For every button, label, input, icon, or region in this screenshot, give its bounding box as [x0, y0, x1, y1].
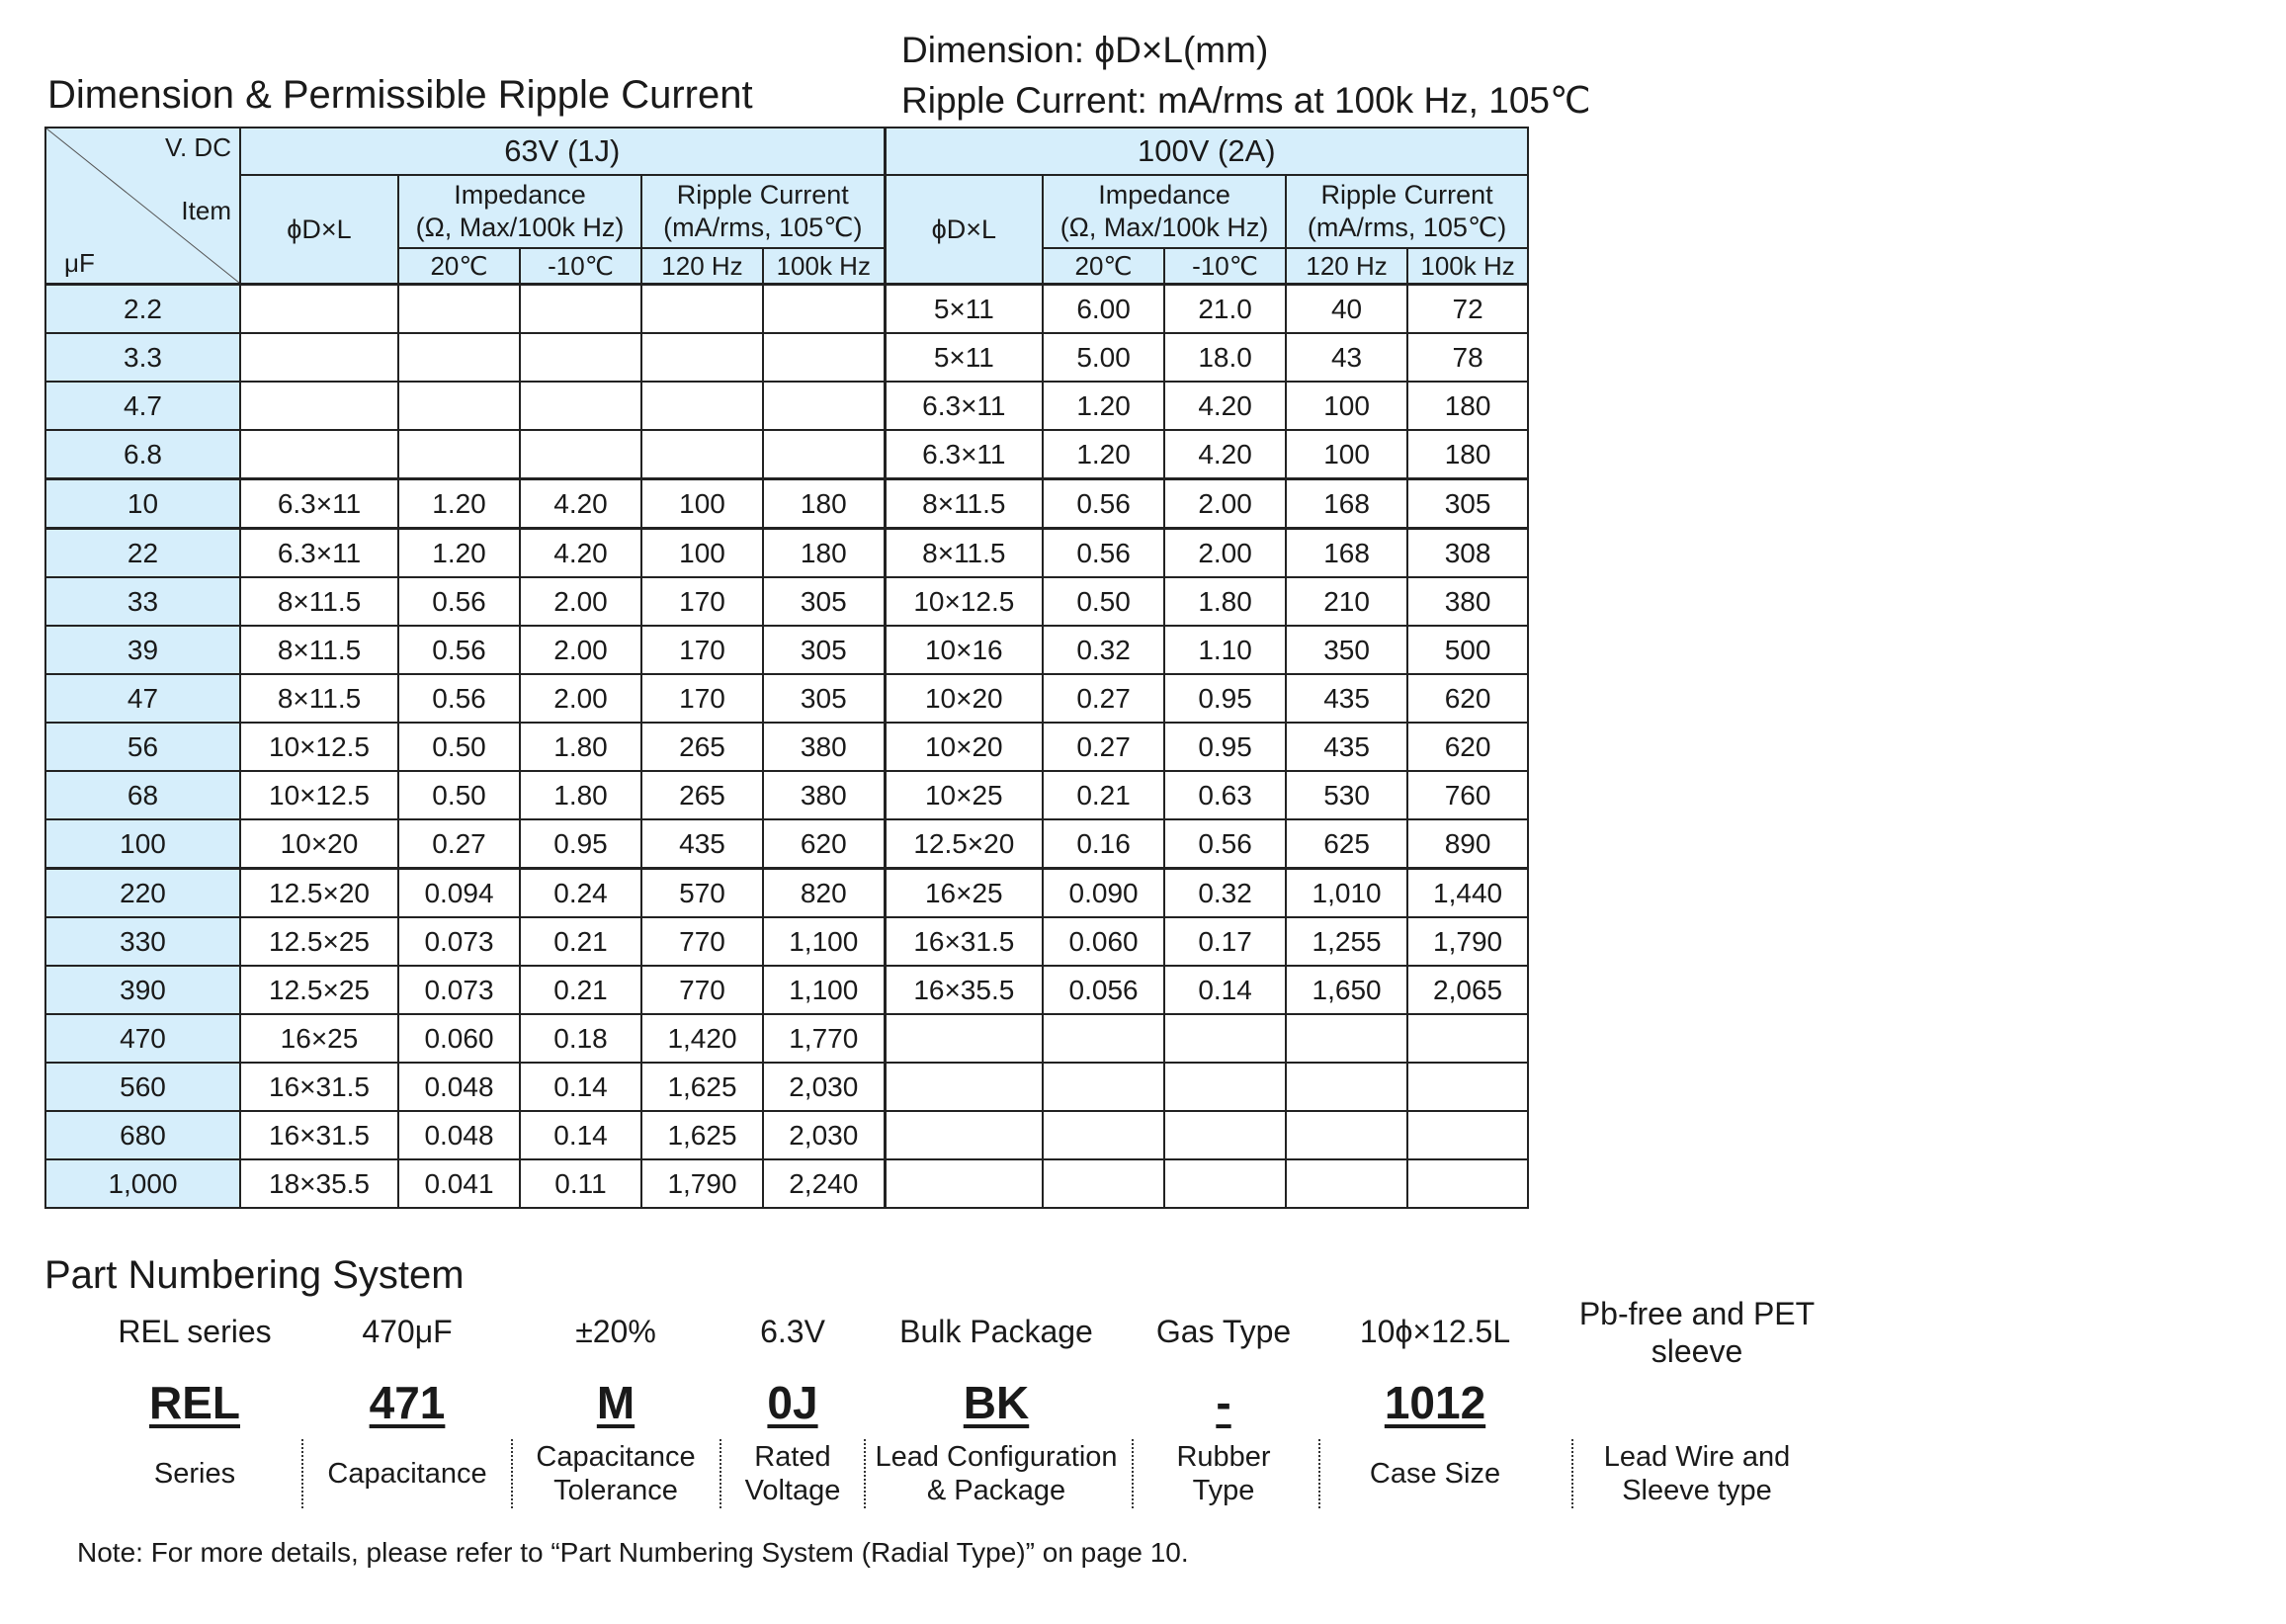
- v63-cell: 305: [763, 674, 885, 723]
- v100-cell: 890: [1407, 819, 1528, 869]
- v100-cell: 0.17: [1164, 917, 1286, 966]
- v63-cell: 0.048: [398, 1063, 520, 1111]
- capacitance-cell: 390: [45, 966, 240, 1014]
- v63-cell: [520, 382, 641, 430]
- v63-cell: 1.20: [398, 479, 520, 529]
- v63-cell: 0.21: [520, 917, 641, 966]
- v100-cell: 1.20: [1043, 430, 1164, 479]
- part-example: REL series: [118, 1314, 272, 1349]
- freq-120hz-header: 120 Hz: [1286, 248, 1407, 285]
- capacitance-cell: 470: [45, 1014, 240, 1063]
- v100-cell: 21.0: [1164, 285, 1286, 334]
- v63-cell: 0.24: [520, 869, 641, 918]
- v63-cell: 1.20: [398, 529, 520, 578]
- ripple-header: Ripple Current (mA/rms, 105℃): [1286, 175, 1528, 248]
- voltage-header-63v: 63V (1J): [240, 128, 885, 175]
- freq-120hz-header: 120 Hz: [641, 248, 763, 285]
- v63-cell: 2.00: [520, 674, 641, 723]
- v100-cell: 620: [1407, 723, 1528, 771]
- table-row: [45, 966, 1528, 1014]
- v63-cell: 770: [641, 917, 763, 966]
- v100-cell: 180: [1407, 430, 1528, 479]
- capacitance-cell: 4.7: [45, 382, 240, 430]
- v100-cell: 10×20: [885, 723, 1043, 771]
- freq-100khz-header: 100k Hz: [1407, 248, 1528, 285]
- v100-cell: 100: [1286, 430, 1407, 479]
- v100-cell: 350: [1286, 626, 1407, 674]
- v63-cell: 1,625: [641, 1111, 763, 1159]
- part-label: Series: [153, 1458, 236, 1490]
- v100-cell: 1,650: [1286, 966, 1407, 1014]
- v100-cell: 305: [1407, 479, 1528, 529]
- v100-cell: 1.10: [1164, 626, 1286, 674]
- v100-cell: 210: [1286, 577, 1407, 626]
- part-code: 0J: [767, 1377, 818, 1428]
- part-code: M: [596, 1377, 635, 1428]
- v100-cell: [885, 1063, 1043, 1111]
- voltage-header-100v: 100V (2A): [885, 128, 1528, 175]
- v63-cell: 12.5×25: [240, 917, 398, 966]
- v100-cell: [885, 1014, 1043, 1063]
- part-label: Rated Voltage: [744, 1441, 841, 1506]
- v63-cell: 170: [641, 577, 763, 626]
- v63-cell: 10×12.5: [240, 723, 398, 771]
- dxl-header: ϕD×L: [240, 175, 398, 285]
- v100-cell: 620: [1407, 674, 1528, 723]
- v100-cell: 10×25: [885, 771, 1043, 819]
- v100-cell: 0.95: [1164, 723, 1286, 771]
- v63-cell: 0.11: [520, 1159, 641, 1208]
- v63-cell: 0.56: [398, 674, 520, 723]
- v100-cell: 8×11.5: [885, 529, 1043, 578]
- v100-cell: 78: [1407, 333, 1528, 382]
- table-corner-header: [45, 128, 240, 285]
- v63-cell: 305: [763, 577, 885, 626]
- v100-cell: 8×11.5: [885, 479, 1043, 529]
- v63-cell: 2,030: [763, 1111, 885, 1159]
- v100-cell: 4.20: [1164, 430, 1286, 479]
- v63-cell: 1,100: [763, 966, 885, 1014]
- capacitance-cell: 330: [45, 917, 240, 966]
- v63-cell: 0.094: [398, 869, 520, 918]
- item-label: Item: [181, 196, 231, 225]
- v100-cell: 760: [1407, 771, 1528, 819]
- v63-cell: [520, 430, 641, 479]
- table-row: [45, 1014, 1528, 1063]
- v63-cell: 10×20: [240, 819, 398, 869]
- spec-table: [44, 127, 1529, 1209]
- v100-cell: 500: [1407, 626, 1528, 674]
- page-title: Dimension & Permissible Ripple Current: [47, 73, 753, 117]
- v100-cell: [1164, 1159, 1286, 1208]
- v63-cell: 380: [763, 723, 885, 771]
- table-row: [45, 819, 1528, 869]
- v63-cell: 6.3×11: [240, 529, 398, 578]
- v100-cell: 0.090: [1043, 869, 1164, 918]
- capacitance-cell: 56: [45, 723, 240, 771]
- v100-cell: 530: [1286, 771, 1407, 819]
- capacitance-cell: 10: [45, 479, 240, 529]
- v63-cell: 170: [641, 674, 763, 723]
- table-row: [45, 1063, 1528, 1111]
- part-separator: [1571, 1439, 1573, 1508]
- v63-cell: 770: [641, 966, 763, 1014]
- capacitance-cell: 1,000: [45, 1159, 240, 1208]
- v63-cell: 16×25: [240, 1014, 398, 1063]
- v100-cell: [1286, 1111, 1407, 1159]
- v63-cell: 16×31.5: [240, 1111, 398, 1159]
- capacitance-cell: 220: [45, 869, 240, 918]
- part-example: 10ϕ×12.5L: [1359, 1314, 1511, 1349]
- v100-cell: [1286, 1159, 1407, 1208]
- uf-label: μF: [64, 248, 95, 278]
- v100-cell: 0.27: [1043, 674, 1164, 723]
- part-separator: [301, 1439, 303, 1508]
- v63-cell: 1.80: [520, 771, 641, 819]
- v100-cell: 12.5×20: [885, 819, 1043, 869]
- v63-cell: [240, 430, 398, 479]
- v100-cell: [1164, 1014, 1286, 1063]
- v63-cell: [641, 430, 763, 479]
- v63-cell: [240, 382, 398, 430]
- temp-minus10-header: -10℃: [520, 248, 641, 285]
- v63-cell: [398, 285, 520, 334]
- dxl-header: ϕD×L: [885, 175, 1043, 285]
- v63-cell: 12.5×25: [240, 966, 398, 1014]
- v100-cell: 0.056: [1043, 966, 1164, 1014]
- v63-cell: [520, 285, 641, 334]
- part-label: Lead Wire and Sleeve type: [1603, 1441, 1791, 1506]
- v63-cell: 180: [763, 529, 885, 578]
- v100-cell: 0.32: [1164, 869, 1286, 918]
- v63-cell: [398, 430, 520, 479]
- table-row: [45, 626, 1528, 674]
- v63-cell: 0.060: [398, 1014, 520, 1063]
- spec-table-body: [45, 285, 1528, 1209]
- v63-cell: [398, 333, 520, 382]
- v63-cell: 1,100: [763, 917, 885, 966]
- v100-cell: [1407, 1159, 1528, 1208]
- v63-cell: 6.3×11: [240, 479, 398, 529]
- v63-cell: 0.50: [398, 723, 520, 771]
- part-example: Bulk Package: [899, 1314, 1093, 1349]
- table-row: [45, 1159, 1528, 1208]
- v63-cell: 435: [641, 819, 763, 869]
- v100-cell: 168: [1286, 529, 1407, 578]
- v100-cell: 72: [1407, 285, 1528, 334]
- v63-cell: 380: [763, 771, 885, 819]
- v63-cell: 8×11.5: [240, 674, 398, 723]
- v63-cell: 170: [641, 626, 763, 674]
- impedance-header: Impedance (Ω, Max/100k Hz): [398, 175, 641, 248]
- v63-cell: 1,790: [641, 1159, 763, 1208]
- v100-cell: [1164, 1063, 1286, 1111]
- v63-cell: 8×11.5: [240, 577, 398, 626]
- v63-cell: 0.27: [398, 819, 520, 869]
- v100-cell: [885, 1159, 1043, 1208]
- v100-cell: 4.20: [1164, 382, 1286, 430]
- v100-cell: 1.20: [1043, 382, 1164, 430]
- v100-cell: 16×31.5: [885, 917, 1043, 966]
- ripple-current-note: Ripple Current: mA/rms at 100k Hz, 105℃: [901, 80, 1591, 121]
- capacitance-cell: 47: [45, 674, 240, 723]
- capacitance-cell: 22: [45, 529, 240, 578]
- v63-cell: 0.56: [398, 626, 520, 674]
- part-code: 471: [369, 1377, 446, 1428]
- temp-minus10-header: -10℃: [1164, 248, 1286, 285]
- part-label: Lead Configuration & Package: [875, 1441, 1118, 1506]
- capacitance-cell: 2.2: [45, 285, 240, 334]
- v63-cell: 2,240: [763, 1159, 885, 1208]
- part-code: -: [1216, 1377, 1231, 1428]
- capacitance-cell: 560: [45, 1063, 240, 1111]
- v63-cell: 1,420: [641, 1014, 763, 1063]
- table-row: [45, 917, 1528, 966]
- v100-cell: 43: [1286, 333, 1407, 382]
- part-example: ±20%: [575, 1314, 656, 1349]
- v100-cell: 1.80: [1164, 577, 1286, 626]
- v100-cell: 18.0: [1164, 333, 1286, 382]
- v63-cell: [763, 333, 885, 382]
- v100-cell: [1043, 1159, 1164, 1208]
- v100-cell: 1,440: [1407, 869, 1528, 918]
- v63-cell: 1,625: [641, 1063, 763, 1111]
- v63-cell: 0.18: [520, 1014, 641, 1063]
- capacitance-cell: 68: [45, 771, 240, 819]
- v100-cell: 435: [1286, 674, 1407, 723]
- v100-cell: 5×11: [885, 285, 1043, 334]
- v63-cell: [763, 430, 885, 479]
- v100-cell: [1043, 1111, 1164, 1159]
- v63-cell: [763, 285, 885, 334]
- v100-cell: 10×20: [885, 674, 1043, 723]
- v63-cell: 0.041: [398, 1159, 520, 1208]
- part-label: Rubber Type: [1176, 1441, 1271, 1506]
- v63-cell: 0.14: [520, 1063, 641, 1111]
- table-row: [45, 382, 1528, 430]
- temp-20-header: 20℃: [398, 248, 520, 285]
- v63-cell: [520, 333, 641, 382]
- v100-cell: [1043, 1063, 1164, 1111]
- v100-cell: 6.3×11: [885, 382, 1043, 430]
- part-label: Capacitance: [327, 1458, 487, 1490]
- v100-cell: 1,010: [1286, 869, 1407, 918]
- temp-20-header: 20℃: [1043, 248, 1164, 285]
- v63-cell: 0.95: [520, 819, 641, 869]
- v63-cell: 4.20: [520, 529, 641, 578]
- v100-cell: 435: [1286, 723, 1407, 771]
- vdc-label: V. DC: [165, 132, 231, 162]
- v100-cell: 0.060: [1043, 917, 1164, 966]
- dimension-note: Dimension: ϕD×L(mm): [901, 30, 1269, 70]
- v100-cell: 0.95: [1164, 674, 1286, 723]
- v100-cell: [1286, 1014, 1407, 1063]
- v100-cell: 2.00: [1164, 529, 1286, 578]
- v63-cell: 1,770: [763, 1014, 885, 1063]
- part-example: 6.3V: [760, 1314, 825, 1349]
- part-label: Capacitance Tolerance: [536, 1441, 696, 1506]
- v63-cell: 2.00: [520, 626, 641, 674]
- v100-cell: 0.32: [1043, 626, 1164, 674]
- v100-cell: 40: [1286, 285, 1407, 334]
- v63-cell: 180: [763, 479, 885, 529]
- part-code: REL: [149, 1377, 240, 1428]
- part-code: BK: [963, 1377, 1030, 1428]
- v100-cell: 1,255: [1286, 917, 1407, 966]
- v100-cell: 380: [1407, 577, 1528, 626]
- v63-cell: [641, 333, 763, 382]
- v63-cell: 620: [763, 819, 885, 869]
- v100-cell: 6.3×11: [885, 430, 1043, 479]
- v63-cell: 18×35.5: [240, 1159, 398, 1208]
- table-row: [45, 285, 1528, 334]
- v100-cell: 0.21: [1043, 771, 1164, 819]
- v100-cell: 0.56: [1164, 819, 1286, 869]
- capacitance-cell: 680: [45, 1111, 240, 1159]
- v63-cell: 4.20: [520, 479, 641, 529]
- v100-cell: [1043, 1014, 1164, 1063]
- part-label: Case Size: [1369, 1458, 1501, 1490]
- v63-cell: [641, 382, 763, 430]
- v100-cell: 6.00: [1043, 285, 1164, 334]
- part-separator: [1318, 1439, 1320, 1508]
- v63-cell: 0.56: [398, 577, 520, 626]
- v63-cell: 0.50: [398, 771, 520, 819]
- part-separator: [864, 1439, 866, 1508]
- v100-cell: 5×11: [885, 333, 1043, 382]
- v100-cell: 2,065: [1407, 966, 1528, 1014]
- v63-cell: 1.80: [520, 723, 641, 771]
- v100-cell: [885, 1111, 1043, 1159]
- v100-cell: 0.56: [1043, 479, 1164, 529]
- v63-cell: 2.00: [520, 577, 641, 626]
- v100-cell: 168: [1286, 479, 1407, 529]
- v63-cell: 16×31.5: [240, 1063, 398, 1111]
- table-row: [45, 430, 1528, 479]
- part-separator: [720, 1439, 721, 1508]
- v100-cell: [1164, 1111, 1286, 1159]
- v100-cell: 625: [1286, 819, 1407, 869]
- v63-cell: [398, 382, 520, 430]
- v63-cell: 2,030: [763, 1063, 885, 1111]
- capacitance-cell: 33: [45, 577, 240, 626]
- v63-cell: 570: [641, 869, 763, 918]
- v63-cell: 0.21: [520, 966, 641, 1014]
- table-row: [45, 479, 1528, 529]
- v100-cell: 10×12.5: [885, 577, 1043, 626]
- part-separator: [1132, 1439, 1134, 1508]
- impedance-header: Impedance (Ω, Max/100k Hz): [1043, 175, 1286, 248]
- table-row: [45, 723, 1528, 771]
- v100-cell: 2.00: [1164, 479, 1286, 529]
- v100-cell: [1286, 1063, 1407, 1111]
- v100-cell: 0.50: [1043, 577, 1164, 626]
- part-example: Pb-free and PET sleeve: [1578, 1296, 1816, 1369]
- v63-cell: 0.073: [398, 966, 520, 1014]
- capacitance-cell: 39: [45, 626, 240, 674]
- v100-cell: 5.00: [1043, 333, 1164, 382]
- v63-cell: 820: [763, 869, 885, 918]
- table-row: [45, 674, 1528, 723]
- v63-cell: [641, 285, 763, 334]
- v63-cell: 0.048: [398, 1111, 520, 1159]
- part-example: 470μF: [362, 1314, 453, 1349]
- part-numbering-title: Part Numbering System: [44, 1253, 465, 1297]
- v63-cell: 305: [763, 626, 885, 674]
- table-row: [45, 333, 1528, 382]
- v63-cell: [240, 333, 398, 382]
- v63-cell: 8×11.5: [240, 626, 398, 674]
- v100-cell: 16×25: [885, 869, 1043, 918]
- v63-cell: 265: [641, 723, 763, 771]
- v63-cell: 100: [641, 529, 763, 578]
- v100-cell: 0.63: [1164, 771, 1286, 819]
- freq-100khz-header: 100k Hz: [763, 248, 885, 285]
- v63-cell: 265: [641, 771, 763, 819]
- table-row: [45, 771, 1528, 819]
- v63-cell: 100: [641, 479, 763, 529]
- part-example: Gas Type: [1155, 1314, 1292, 1349]
- v100-cell: 0.14: [1164, 966, 1286, 1014]
- v100-cell: 0.16: [1043, 819, 1164, 869]
- capacitance-cell: 3.3: [45, 333, 240, 382]
- table-row: [45, 529, 1528, 578]
- v100-cell: 10×16: [885, 626, 1043, 674]
- v100-cell: 180: [1407, 382, 1528, 430]
- v63-cell: 12.5×20: [240, 869, 398, 918]
- part-code: 1012: [1384, 1377, 1486, 1428]
- v100-cell: 100: [1286, 382, 1407, 430]
- part-separator: [511, 1439, 513, 1508]
- v100-cell: [1407, 1063, 1528, 1111]
- table-row: [45, 869, 1528, 918]
- capacitance-cell: 100: [45, 819, 240, 869]
- v100-cell: 0.27: [1043, 723, 1164, 771]
- v100-cell: [1407, 1111, 1528, 1159]
- v63-cell: 0.14: [520, 1111, 641, 1159]
- table-row: [45, 577, 1528, 626]
- v100-cell: 308: [1407, 529, 1528, 578]
- v63-cell: [763, 382, 885, 430]
- v100-cell: 1,790: [1407, 917, 1528, 966]
- ripple-header: Ripple Current (mA/rms, 105℃): [641, 175, 885, 248]
- footnote: Note: For more details, please refer to “Part Numbering System (Radial Type)” on page 10.: [77, 1537, 1189, 1568]
- v100-cell: 0.56: [1043, 529, 1164, 578]
- v100-cell: [1407, 1014, 1528, 1063]
- v63-cell: 0.073: [398, 917, 520, 966]
- capacitance-cell: 6.8: [45, 430, 240, 479]
- v100-cell: 16×35.5: [885, 966, 1043, 1014]
- v63-cell: [240, 285, 398, 334]
- table-row: [45, 1111, 1528, 1159]
- v63-cell: 10×12.5: [240, 771, 398, 819]
